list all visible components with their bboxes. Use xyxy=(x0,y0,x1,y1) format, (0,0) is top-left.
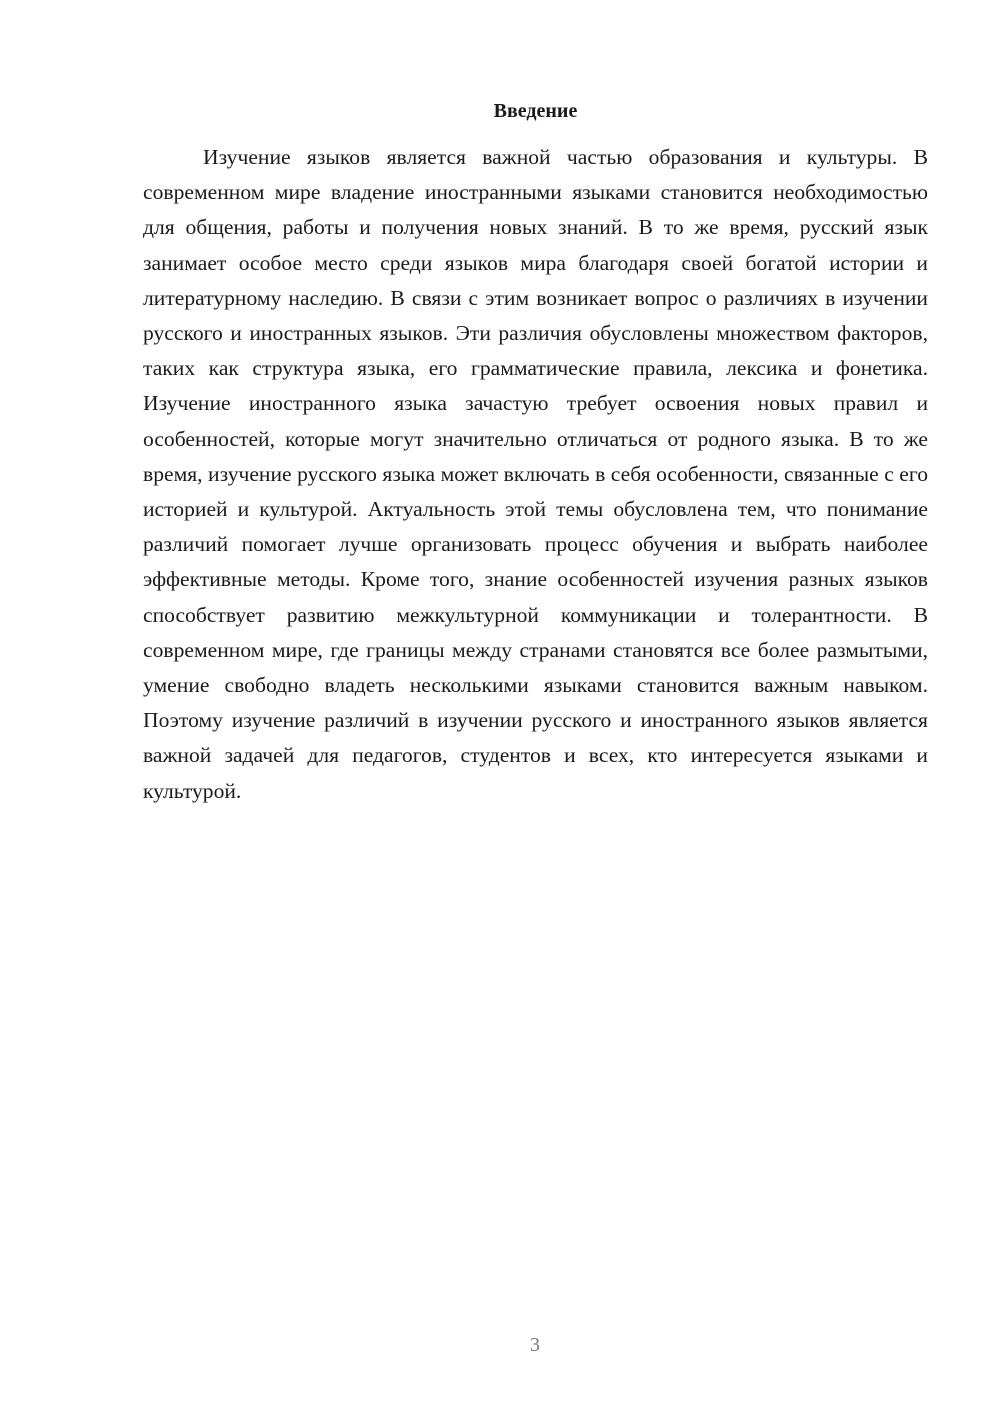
page-number: 3 xyxy=(530,1334,540,1356)
section-heading: Введение xyxy=(493,100,578,122)
body-paragraph: Изучение языков является важной частью образования и культуры. В современном мире владение иностранными языками становится необходимостью для общения, работы и получения новых знаний. В то же время, русский язык занимает особое место среди языков мира благодаря своей богатой истории и литературному наследию. В связи с этим возникает вопрос о различиях в изучении русского и иностранных языков. Эти различия обусловлены множеством факторов, таких как структура языка, его грамматические правила, лексика и фонетика. Изучение иностранного языка зачастую требует освоения новых правил и особенностей, которые могут значительно отличаться от родного языка. В то же время, изучение русского языка может включать в себя особенности, связанные с его историей и культурой. Актуальность этой темы обусловлена тем, что понимание различий помогает лучше организовать процесс обучения и выбрать наиболее эффективные методы. Кроме того, знание особенностей изучения разных языков способствует развитию межкультурной коммуникации и толерантности. В современном мире, где границы между странами становятся все более размытыми, умение свободно владеть несколькими языками становится важным навыком. Поэтому изучение различий в изучении русского и иностранного языков является важной задачей для педагогов, студентов и всех, кто интересуется языками и культурой. xyxy=(143,145,928,803)
